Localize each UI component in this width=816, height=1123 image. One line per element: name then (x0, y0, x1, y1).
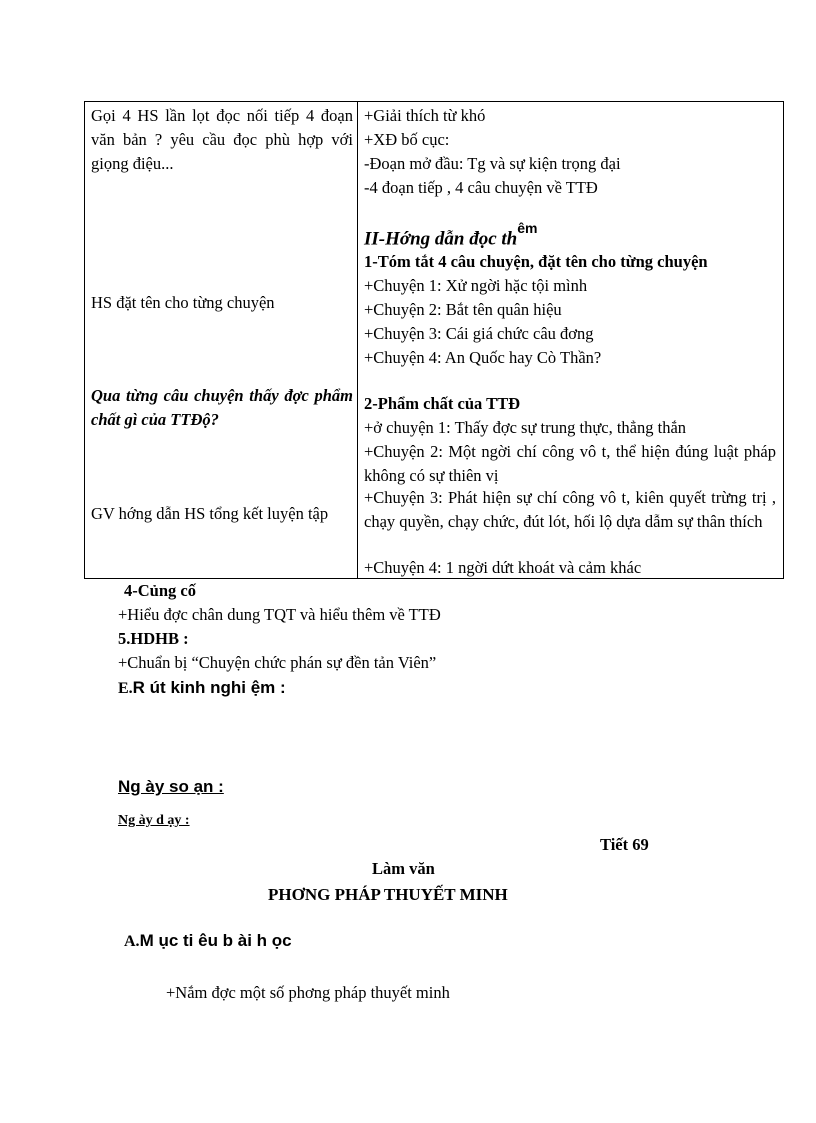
teach-date-label: Ng ày d ạy : (118, 813, 190, 828)
story-1-line: +Chuyện 1: Xử ngời hặc tội mình (364, 276, 588, 295)
summary-subheading: 1-Tóm tắt 4 câu chuyện, đặt tên cho từng chuyện (364, 252, 708, 271)
four-parts-line: -4 đoạn tiếp , 4 câu chuyện về TTĐ (364, 178, 598, 197)
section-ii-suffix: êm (517, 220, 538, 236)
lesson-title: PHƠNG PHÁP THUYẾT MINH (268, 885, 508, 904)
quality-1-line: +ở chuyện 1: Thấy đợc sự trung thực, thẳng thắn (364, 418, 687, 437)
quality-4-line: +Chuyện 4: 1 ngời dứt khoát và cảm khác (364, 558, 642, 577)
opening-line: -Đoạn mở đầu: Tg và sự kiện trọng đại (364, 154, 621, 173)
story-4-line: +Chuyện 4: An Quốc hay Cò Thần? (364, 348, 602, 367)
layout-line: +XĐ bố cục: (364, 130, 450, 149)
content-column (358, 102, 784, 579)
quality-2-text: +Chuyện 2: Một ngời chí công vô t, thể hiện đúng luật pháp không có sự thiên vị (364, 442, 776, 485)
consolidation-heading: 4-Củng cố (124, 581, 196, 600)
consolidation-text: +Hiểu đợc chân dung TQT và hiểu thêm về TTĐ (118, 605, 441, 624)
objectives-heading (124, 930, 292, 953)
objectives-title: M ục ti êu b ài h ọc (139, 931, 292, 950)
prep-date-label: Ng ày so ạn : (118, 777, 224, 796)
objectives-text: +Nắm đợc một số phơng pháp thuyết minh (166, 983, 450, 1002)
intro-activity-text: Gọi 4 HS lần lọt đọc nối tiếp 4 đoạn văn bản ? yêu cầu đọc phù hợp với giọng điệu... (91, 106, 353, 173)
homework-heading: 5.HDHB : (118, 629, 189, 648)
teacher-activity-column (85, 102, 358, 579)
quality-3-text: +Chuyện 3: Phát hiện sự chí công vô t, kiên quyết trừng trị , chạy quyền, chạy chức, đút lót, hối lộ dựa dẫm sự thân thích (364, 488, 776, 531)
naming-activity-text: HS đặt tên cho từng chuyện (91, 293, 275, 312)
story-2-line: +Chuyện 2: Bắt tên quân hiệu (364, 300, 562, 319)
explain-words-line: +Giải thích từ khó (364, 106, 486, 125)
experience-prefix: E. (118, 680, 133, 697)
subject-label: Làm văn (372, 859, 435, 878)
qualities-subheading: 2-Phẩm chất của TTĐ (364, 394, 520, 413)
quality-question-text: Qua từng câu chuyện thấy đợc phẩm chất gì của TTĐộ? (91, 386, 353, 429)
homework-text: +Chuẩn bị “Chuyện chức phán sự đền tản Viên” (118, 653, 437, 672)
table-row (85, 102, 784, 579)
section-ii-title: II-Hớng dẫn đọc th (364, 228, 518, 250)
lesson-table (84, 101, 784, 579)
period-number: Tiết 69 (600, 835, 649, 854)
summary-guide-text: GV hớng dẫn HS tổng kết luyện tập (91, 504, 329, 523)
story-3-line: +Chuyện 3: Cái giá chức câu đơng (364, 324, 594, 343)
objectives-prefix: A. (124, 933, 140, 950)
experience-heading (118, 677, 286, 700)
experience-title: R út kinh nghi ệm : (132, 678, 286, 697)
section-ii-heading (364, 220, 776, 251)
